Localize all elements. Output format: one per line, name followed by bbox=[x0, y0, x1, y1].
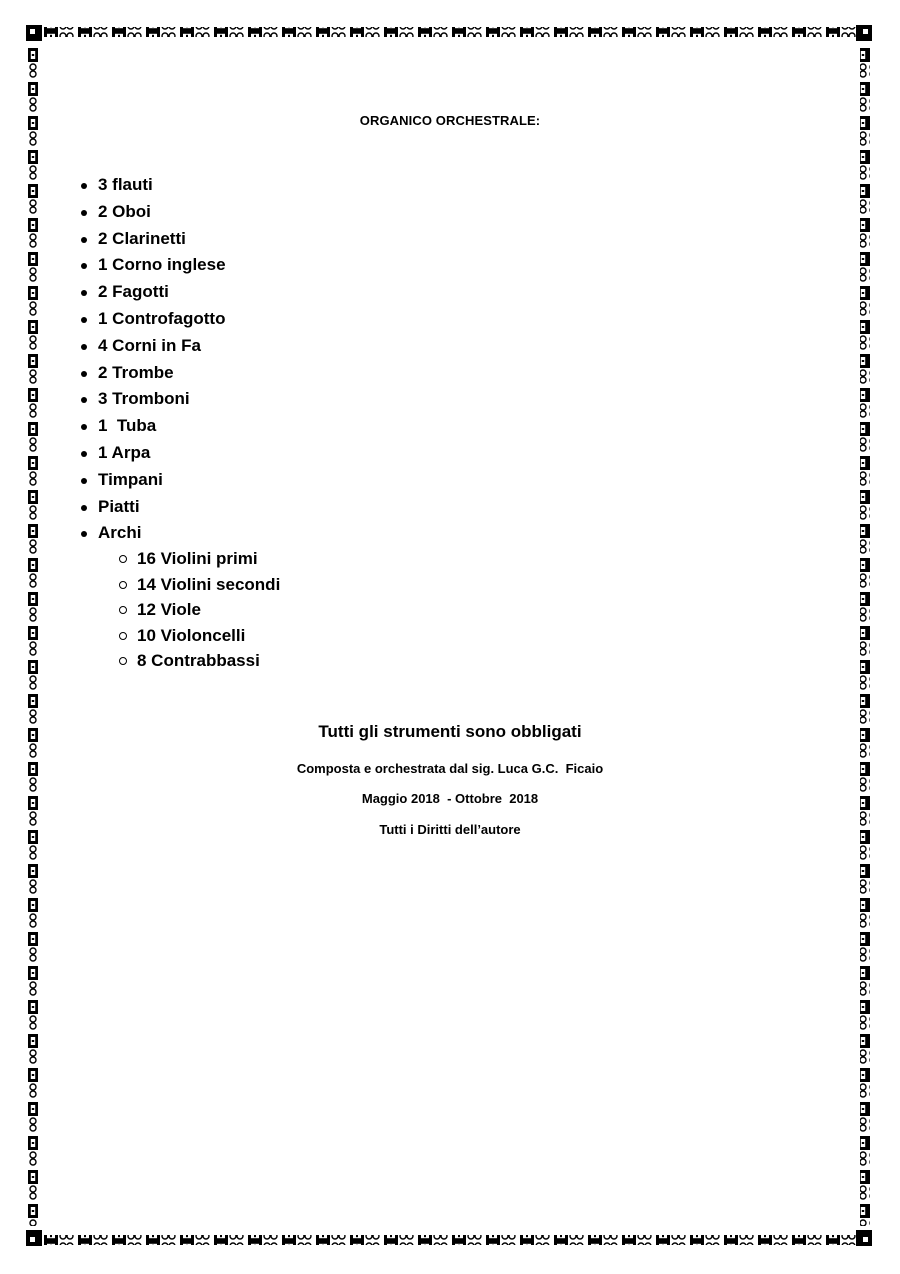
list-item bbox=[118, 648, 280, 674]
list-item bbox=[118, 623, 280, 649]
obligato-note: Tutti gli strumenti sono obbligati bbox=[318, 722, 582, 741]
bullet-icon bbox=[81, 237, 87, 243]
bullet-icon bbox=[81, 531, 87, 537]
bullet-icon bbox=[81, 397, 87, 403]
instrument-label: 2 Oboi bbox=[98, 201, 151, 221]
list-item bbox=[118, 546, 280, 572]
string-section-label: 10 Violoncelli bbox=[137, 625, 246, 645]
instrument-label: Piatti bbox=[98, 496, 140, 516]
bullet-icon bbox=[81, 263, 87, 269]
instrument-label: 2 Trombe bbox=[98, 362, 174, 382]
list-item bbox=[78, 252, 226, 279]
instrument-label: 3 Tromboni bbox=[98, 389, 190, 409]
instrument-label: 3 flauti bbox=[98, 175, 153, 194]
string-section-label: 12 Viole bbox=[137, 600, 201, 620]
list-item bbox=[78, 172, 226, 199]
instrument-label: 2 Clarinetti bbox=[98, 228, 186, 248]
bullet-icon bbox=[81, 424, 87, 430]
strings-sublist bbox=[118, 546, 280, 674]
list-item bbox=[78, 306, 226, 333]
circle-bullet-icon bbox=[119, 657, 127, 665]
list-item bbox=[78, 494, 226, 521]
list-item bbox=[78, 360, 226, 387]
composition-date: Maggio 2018 - Ottobre 2018 bbox=[361, 791, 539, 806]
string-section-label: 8 Contrabbassi bbox=[137, 651, 260, 671]
instrument-label: 1 Controfagotto bbox=[98, 308, 226, 328]
instrument-label: 1 Tuba bbox=[98, 416, 157, 436]
string-section-label: 16 Violini primi bbox=[137, 549, 258, 568]
list-item bbox=[78, 279, 226, 306]
bullet-icon bbox=[81, 371, 87, 377]
instrument-list bbox=[78, 172, 226, 547]
string-section-label: 14 Violini secondi bbox=[137, 574, 281, 594]
instrument-label: 1 Corno inglese bbox=[98, 255, 226, 275]
instrument-label: 2 Fagotti bbox=[98, 282, 169, 302]
list-item bbox=[118, 572, 280, 598]
circle-bullet-icon bbox=[119, 555, 127, 563]
composer-credit: Composta e orchestrata dal sig. Luca G.C. Ficaio bbox=[296, 761, 604, 776]
list-item bbox=[78, 440, 226, 467]
bullet-icon bbox=[81, 505, 87, 511]
bullet-icon bbox=[81, 317, 87, 323]
rights-notice: Tutti i Diritti dell’autore bbox=[379, 822, 521, 837]
list-item bbox=[78, 226, 226, 253]
list-item bbox=[78, 333, 226, 360]
circle-bullet-icon bbox=[119, 606, 127, 614]
instrument-label: Timpani bbox=[98, 469, 163, 489]
bullet-icon bbox=[81, 183, 87, 189]
list-item bbox=[78, 413, 226, 440]
list-item bbox=[78, 467, 226, 494]
bullet-icon bbox=[81, 478, 87, 484]
bullet-icon bbox=[81, 290, 87, 296]
list-item bbox=[78, 520, 226, 547]
bullet-icon bbox=[81, 451, 87, 457]
instrument-label: Archi bbox=[98, 523, 142, 543]
list-item bbox=[78, 386, 226, 413]
page-heading: ORGANICO ORCHESTRALE: bbox=[359, 113, 541, 128]
bullet-icon bbox=[81, 210, 87, 216]
instrument-label: 1 Arpa bbox=[98, 442, 151, 462]
circle-bullet-icon bbox=[119, 632, 127, 640]
list-item bbox=[78, 199, 226, 226]
bullet-icon bbox=[81, 344, 87, 350]
circle-bullet-icon bbox=[119, 581, 127, 589]
instrument-label: 4 Corni in Fa bbox=[98, 335, 201, 355]
list-item bbox=[118, 597, 280, 623]
